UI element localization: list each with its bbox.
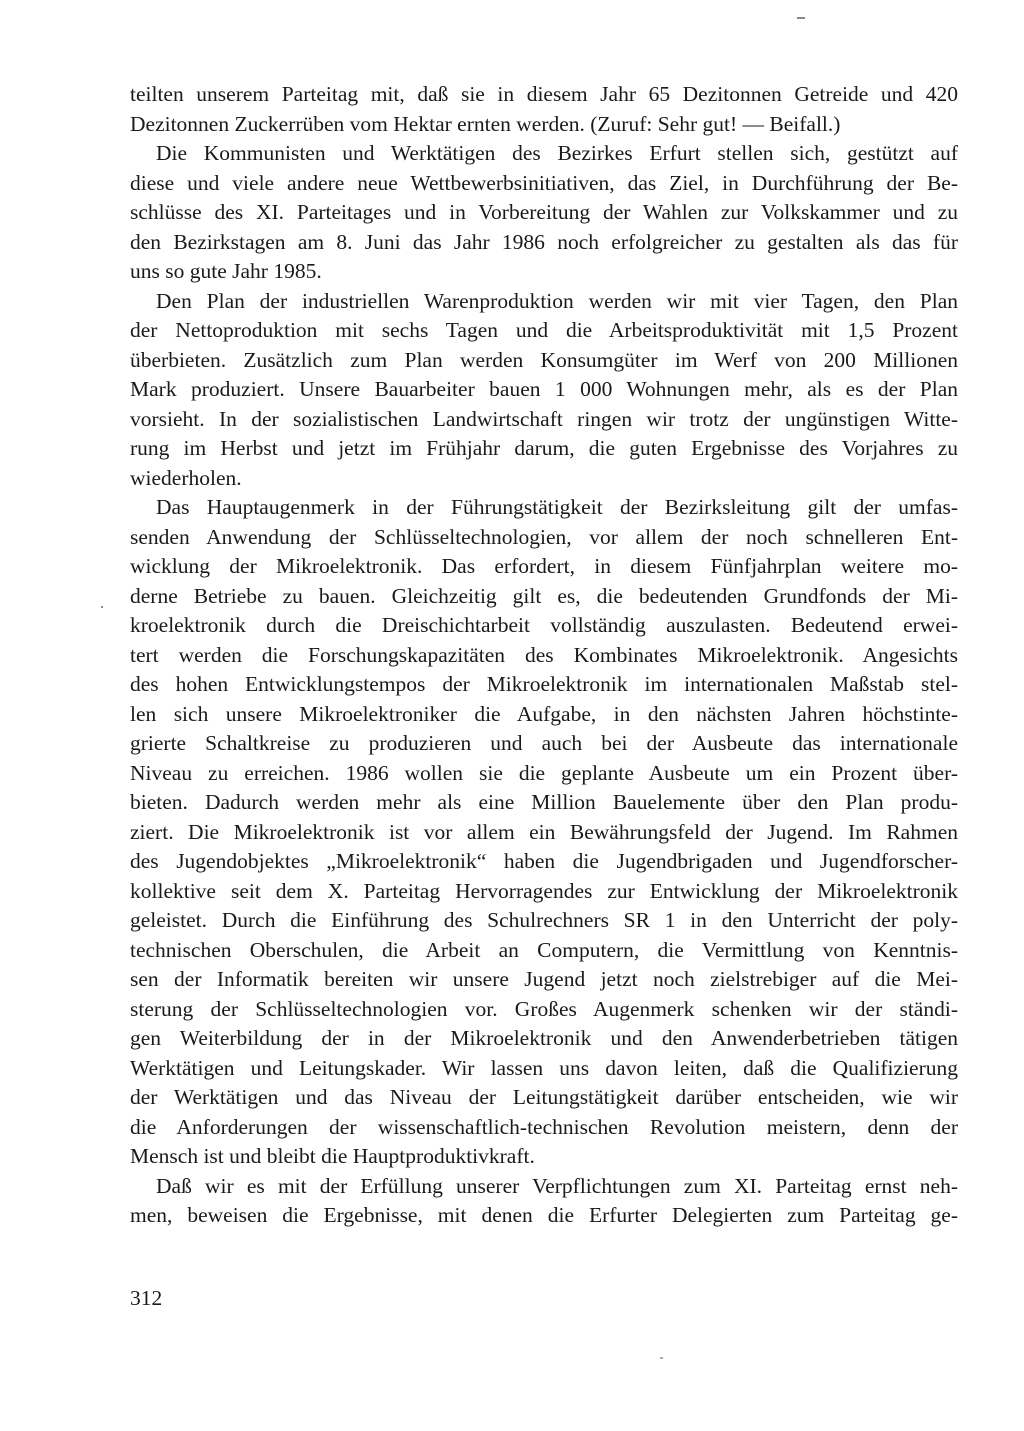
text-line: sterung der Schlüsseltechnologien vor. Großes Augenmerk schenken wir der ständi-	[130, 996, 958, 1021]
text-line: Das Hauptaugenmerk in der Führungstätigkeit der Bezirksleitung gilt der umfas-	[156, 495, 958, 519]
text-line: bieten. Dadurch werden mehr als eine Million Bauelemente über den Plan produ-	[130, 790, 958, 814]
text-line: uns so gute Jahr 1985.	[130, 259, 322, 283]
text-line: kollektive seit dem X. Parteitag Hervorragendes zur Entwicklung der Mikroelektronik	[130, 878, 958, 903]
text-line: vorsieht. In der sozialistischen Landwirtschaft ringen wir trotz der ungünstigen Witte-	[130, 406, 958, 431]
scan-mark	[101, 606, 103, 608]
text-line: Werktätigen und Leitungskader. Wir lassen uns davon leiten, daß die Qualifizierung	[130, 1055, 958, 1080]
text-line: Die Kommunisten und Werktätigen des Bezirkes Erfurt stellen sich, gestützt auf	[156, 141, 958, 165]
text-line: wicklung der Mikroelektronik. Das erfordert, in diesem Fünfjahrplan weitere mo-	[130, 554, 958, 578]
text-line: derne Betriebe zu bauen. Gleichzeitig gilt es, die bedeutenden Grundfonds der Mi-	[130, 583, 958, 608]
text-line: schlüsse des XI. Parteitages und in Vorbereitung der Wahlen zur Volkskammer und zu	[130, 200, 958, 224]
text-line: Den Plan der industriellen Warenproduktion werden wir mit vier Tagen, den Plan	[156, 288, 958, 313]
text-line: Dezitonnen Zuckerrüben vom Hektar ernten werden. (Zuruf: Sehr gut! — Beifall.)	[130, 111, 841, 136]
text-line: der Nettoproduktion mit sechs Tagen und die Arbeitsproduktivität mit 1,5 Prozent	[130, 318, 958, 342]
text-line: geleistet. Durch die Einführung des Schulrechners SR 1 in den Unterricht der poly-	[130, 908, 958, 932]
text-line: men, beweisen die Ergebnisse, mit denen die Erfurter Delegierten zum Parteitag ge-	[130, 1203, 958, 1227]
text-line: grierte Schaltkreise zu produzieren und auch bei der Ausbeute das internationale	[130, 731, 958, 755]
text-line: den Bezirkstagen am 8. Juni das Jahr 1986 noch erfolgreicher zu gestalten als das für	[130, 229, 958, 254]
text-line: Niveau zu erreichen. 1986 wollen sie die geplante Ausbeute um ein Prozent über-	[130, 760, 958, 785]
text-line: überbieten. Zusätzlich zum Plan werden Konsumgüter im Werf von 200 Millionen	[130, 347, 958, 372]
page-number: 312	[130, 1286, 163, 1310]
text-line: diese und viele andere neue Wettbewerbsinitiativen, das Ziel, in Durchführung der Be-	[130, 170, 958, 195]
text-line: wiederholen.	[130, 465, 242, 490]
text-line: ziert. Die Mikroelektronik ist vor allem ein Bewährungsfeld der Jugend. Im Rahmen	[130, 819, 958, 844]
text-line: teilten unserem Parteitag mit, daß sie in diesem Jahr 65 Dezitonnen Getreide und 420	[130, 82, 958, 106]
text-line: die Anforderungen der wissenschaftlich-technischen Revolution meistern, denn der	[130, 1114, 958, 1139]
body-text	[130, 80, 958, 1231]
text-line: Daß wir es mit der Erfüllung unserer Verpflichtungen zum XI. Parteitag ernst neh-	[156, 1173, 958, 1198]
text-line: des hohen Entwicklungstempos der Mikroelektronik im internationalen Maßstab stel-	[130, 672, 958, 696]
scan-mark	[797, 17, 805, 19]
text-line: rung im Herbst und jetzt im Frühjahr darum, die guten Ergebnisse des Vorjahres zu	[130, 436, 958, 460]
text-line: des Jugendobjektes „Mikroelektronik“ haben die Jugendbrigaden und Jugendforscher-	[130, 849, 958, 873]
text-line: gen Weiterbildung der in der Mikroelektronik und den Anwenderbetrieben tätigen	[130, 1026, 958, 1050]
text-line: der Werktätigen und das Niveau der Leitungstätigkeit darüber entscheiden, wie wir	[130, 1085, 958, 1109]
text-line: len sich unsere Mikroelektroniker die Aufgabe, in den nächsten Jahren höchstinte-	[130, 701, 958, 726]
text-line: kroelektronik durch die Dreischichtarbeit vollständig auszulasten. Bedeutend erwei-	[130, 613, 958, 637]
text-line: Mensch ist und bleibt die Hauptproduktivkraft.	[130, 1144, 535, 1168]
text-line: senden Anwendung der Schlüsseltechnologien, vor allem der noch schnelleren Ent-	[130, 524, 958, 549]
scan-mark	[660, 1357, 663, 1359]
text-line: tert werden die Forschungskapazitäten des Kombinates Mikroelektronik. Angesichts	[130, 642, 958, 667]
text-line: Mark produziert. Unsere Bauarbeiter bauen 1 000 Wohnungen mehr, als es der Plan	[130, 377, 958, 401]
text-line: sen der Informatik bereiten wir unsere Jugend jetzt noch zielstrebiger auf die Mei-	[130, 967, 958, 991]
text-line: technischen Oberschulen, die Arbeit an Computern, die Vermittlung von Kenntnis-	[130, 937, 958, 962]
